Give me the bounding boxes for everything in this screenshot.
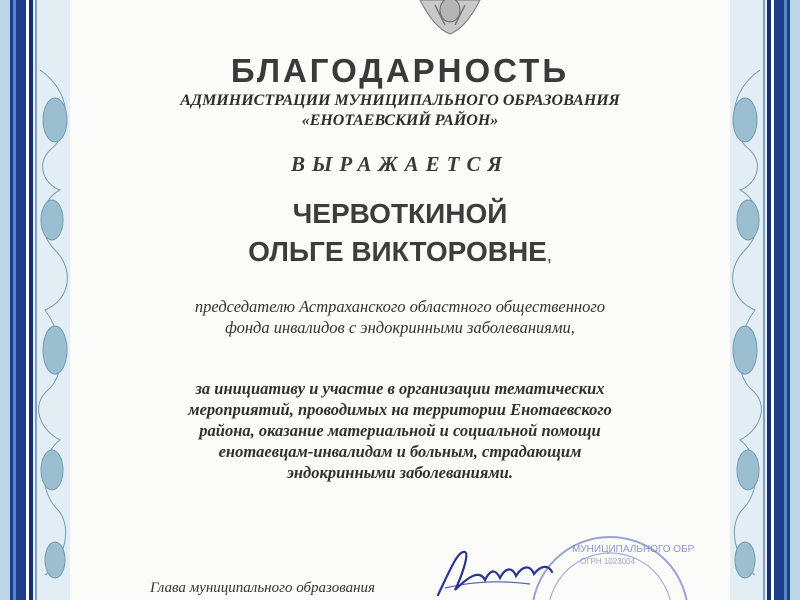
seal-ogrn: ОГРН 1023004 (580, 557, 636, 566)
recipient-given-names (70, 236, 730, 268)
issuer-line-1: АДМИНИСТРАЦИИ МУНИЦИПАЛЬНОГО ОБРАЗОВАНИЯ (180, 92, 620, 109)
recipient-given-names-text: ОЛЬГЕ ВИКТОРОВНЕ (248, 236, 547, 267)
signer-title: Глава муниципального образования (150, 580, 376, 596)
reason-line: эндокринными заболеваниями. (287, 463, 513, 482)
left-ornamental-border (0, 0, 70, 600)
recipient-surname: ЧЕРВОТКИНОЙ (292, 198, 508, 229)
reason-line: района, оказание материальной и социальной помощи (199, 421, 601, 440)
recipient-position (70, 296, 730, 338)
right-ornamental-border (730, 0, 800, 600)
certificate-paper (70, 0, 730, 600)
reason-line: мероприятий, проводимых на территории Енотаевского (188, 400, 612, 419)
award-reason (70, 378, 730, 483)
reason-line: енотаевцам-инвалидам и больным, страдающим (218, 442, 582, 461)
position-line: председателю Астраханского областного общественного (194, 297, 606, 316)
position-line: фонда инвалидов с эндокринными заболеваниями, (225, 318, 575, 337)
recipient-comma: , (546, 245, 552, 265)
coat-of-arms-emblem (400, 0, 500, 42)
issuer-line-2: «ЕНОТАЕВСКИЙ РАЙОН» (301, 112, 499, 129)
reason-line: за инициативу и участие в организации тематических (195, 379, 605, 398)
expressed-heading: ВЫРАЖАЕТСЯ (291, 152, 509, 176)
document-title: БЛАГОДАРНОСТЬ (230, 52, 570, 89)
handwritten-signature (430, 540, 570, 600)
seal-text: МУНИЦИПАЛЬНОГО ОБР (572, 544, 695, 555)
